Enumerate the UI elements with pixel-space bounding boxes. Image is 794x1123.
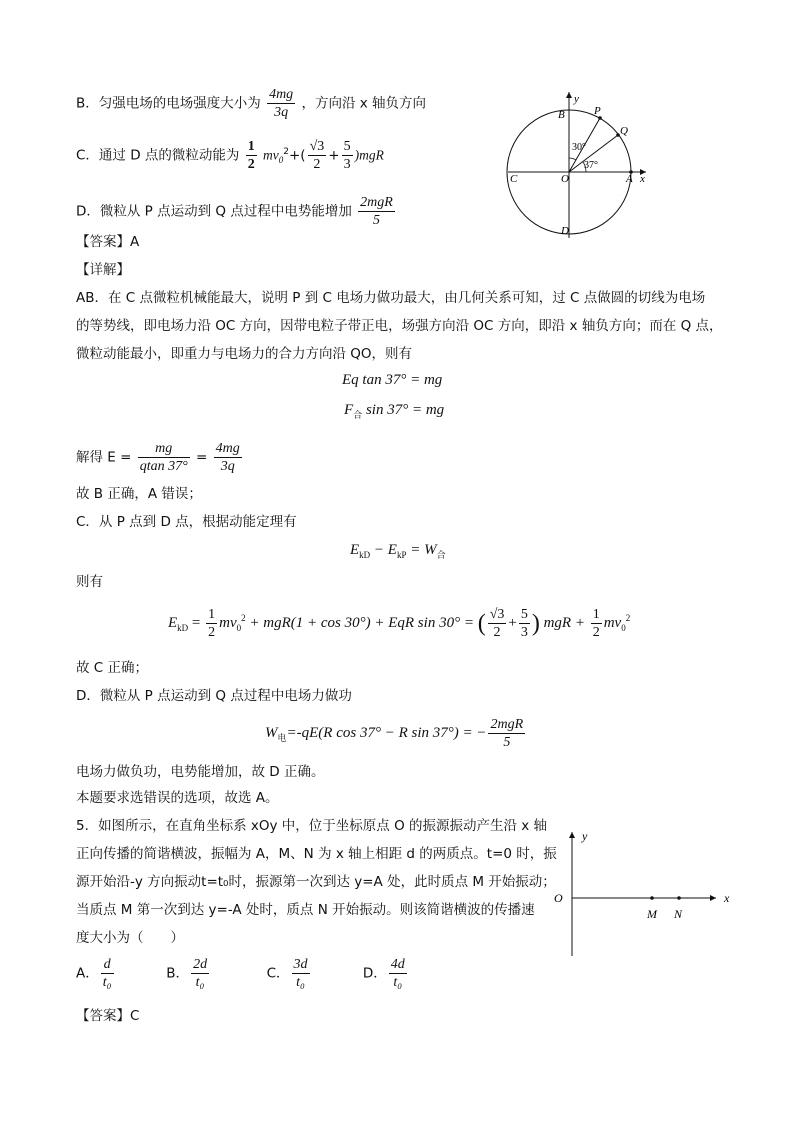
five-thirds-fraction [342, 138, 353, 173]
equals-sign: = [196, 449, 208, 466]
n-label: N [674, 907, 683, 921]
option-b-label: B．匀强电场的电场强度大小为 [76, 95, 261, 112]
frac-den: t₀ [393, 975, 403, 990]
frac-num: mg [138, 440, 190, 458]
frac-num: 4d [390, 957, 405, 972]
y-axis-arrow [566, 92, 572, 98]
frac-num: 2mgR [490, 717, 524, 732]
sup-two: 2 [625, 612, 631, 623]
half-frac-2 [591, 606, 602, 641]
equation-5-mid: =-qE(R cos 37° − R sin 37°) = − [286, 724, 487, 741]
ab-line-2: 的等势线，即电场力沿 OC 方向，因带电粒子带正电，场强方向沿 OC 方向，即沿 x 轴负方向；而在 Q 点， [76, 318, 723, 334]
q5-line-4: 当质点 M 第一次到达 y=-A 处时，质点 N 开始振动。则该简谐横波的传播速 [76, 902, 535, 918]
f-subscript: 合 [353, 411, 363, 421]
sup-two: 2 [283, 147, 289, 157]
x-label: x [724, 891, 730, 905]
option-c-tail: )mgR [354, 147, 384, 163]
y-label: y [574, 93, 579, 105]
minus-e: − E [370, 542, 397, 558]
option-b [76, 86, 426, 121]
kd-sub: kD [359, 550, 371, 560]
q5-option-a [76, 956, 162, 991]
o-label: O [554, 891, 563, 905]
wave-figure [548, 826, 748, 960]
mv-term: mv [263, 147, 279, 163]
final-line: 本题要求选错误的选项，故选 A。 [76, 790, 279, 806]
c-line: C．从 P 点到 D 点，根据动能定理有 [76, 514, 297, 530]
x-label: x [640, 173, 645, 185]
detail-header: 【详解】 [76, 262, 130, 278]
sqrt3-fraction [308, 138, 327, 173]
q5-options [76, 956, 443, 991]
equation-5-frac [488, 716, 525, 751]
option-d-fraction [358, 194, 395, 229]
answer-2: 【答案】C [76, 1008, 140, 1024]
equation-2 [344, 400, 444, 426]
angle-30-label: 30° [572, 142, 586, 153]
ab-line-3: 微粒动能最小，即重力与电场力的合力方向沿 QO，则有 [76, 346, 413, 362]
point-n [677, 896, 681, 900]
frac-num: 5 [343, 139, 351, 154]
q5-line-2: 正向传播的简谐横波，振幅为 A，M、N 为 x 轴上相距 d 的两质点。t=0 时，振 [76, 846, 557, 862]
solve-frac-1 [138, 440, 190, 475]
w-sub: 电 [277, 733, 287, 744]
frac-den: 5 [503, 735, 511, 750]
frac-num: 1 [247, 139, 255, 154]
equation-5 [265, 716, 527, 751]
frac-num: d [101, 956, 114, 974]
option-label: C． [266, 965, 290, 982]
equation-1 [342, 370, 442, 390]
circle-figure [500, 88, 660, 248]
option-frac [292, 956, 310, 991]
option-b-tail: ，方向沿 x 轴负方向 [301, 95, 427, 112]
angle-37-label: 37° [584, 160, 598, 171]
point-m [650, 896, 654, 900]
frac-num: 2mgR [360, 195, 393, 210]
a-label: A [626, 173, 633, 185]
ab-line-1: AB．在 C 点微粒机械能最大，说明 P 到 C 电场力做功最大，由几何关系可知，过 C 点做圆的切线为电场 [76, 290, 706, 306]
sub-zero: 0 [621, 622, 626, 633]
frac-num: √3 [309, 139, 325, 154]
c-label: C [510, 173, 518, 185]
frac-den: 3 [343, 157, 351, 172]
f-symbol: F [344, 402, 354, 418]
frac-den: 2 [592, 625, 600, 640]
plus-sign: + [328, 147, 340, 164]
option-label: D． [362, 965, 387, 982]
equation-3 [350, 540, 446, 566]
equals: = [188, 614, 205, 631]
frac-num: 5 [520, 607, 528, 622]
kd-sub: kD [177, 622, 189, 633]
sqrt3-frac [488, 606, 507, 641]
option-b-fraction [267, 86, 295, 121]
kp-sub: kP [396, 550, 407, 560]
q5-option-b [166, 956, 262, 991]
c-correct: 故 C 正确； [76, 660, 149, 676]
option-d [76, 194, 397, 229]
frac-den: t₀ [102, 975, 112, 990]
option-frac [101, 956, 114, 991]
solve-line [76, 440, 244, 475]
frac-den: t₀ [296, 975, 305, 990]
frac-den: 5 [372, 213, 380, 228]
five-thirds-frac [519, 606, 530, 641]
y-label: y [582, 829, 588, 843]
frac-num: √3 [489, 607, 505, 622]
solve-frac-2 [214, 440, 242, 475]
option-label: B． [166, 965, 190, 982]
p-label: P [594, 105, 601, 117]
frac-den: t₀ [195, 975, 205, 990]
q5-line-1: 5．如图所示，在直角坐标系 xOy 中，位于坐标原点 O 的振源振动产生沿 x 轴 [76, 818, 548, 834]
option-frac [389, 956, 407, 991]
x-axis-arrow [710, 895, 716, 901]
frac-num: 4mg [215, 441, 240, 456]
plus-paren: +( [288, 147, 306, 164]
half-fraction [246, 138, 257, 173]
d-line: D．微粒从 P 点运动到 Q 点过程中电场力做功 [76, 688, 352, 704]
frac-den: qtan 37° [139, 459, 188, 474]
half-frac [206, 606, 217, 641]
zeyou: 则有 [76, 574, 103, 590]
frac-num: 3d [293, 957, 308, 972]
mv-term-2: mv [603, 614, 622, 631]
b-label: B [558, 109, 565, 121]
frac-num: 2d [193, 957, 208, 972]
equals-w: = W [406, 542, 437, 558]
frac-num: 4mg [269, 87, 294, 102]
q5-line-5: 度大小为（ ） [76, 930, 184, 946]
frac-num: 1 [592, 607, 600, 622]
d-conclusion: 电场力做负功，电势能增加，故 D 正确。 [76, 764, 325, 780]
b-correct: 故 B 正确，A 错误； [76, 486, 202, 502]
frac-num: 1 [208, 607, 216, 622]
q5-option-c [267, 956, 359, 991]
frac-den: 3q [220, 459, 235, 474]
o-label: O [561, 173, 569, 185]
mv-term: mv [219, 614, 237, 631]
d-label: D [561, 225, 569, 237]
ekd: E [168, 614, 178, 631]
option-label: A． [76, 965, 99, 982]
equation-4: $E_{kD}$ = $\frac{1}{2}$ $mv_0^2 + mgR(1 + \cos 30^\circ)$ + EqR sin 30° = ( $\frac{√3}{2}$ + $\frac{5}{3}$ ) mgR + $\frac{1}{2}$ $mv_0^2$ [168, 607, 631, 640]
q5-line-3: 源开始沿-y 方向振动t=t₀时，振源第一次到达 y=A 处，此时质点 M 开始振动； [76, 874, 556, 890]
w-symbol: W [265, 724, 278, 741]
m-label: M [647, 907, 657, 921]
option-c [76, 138, 384, 173]
he-sub: 合 [436, 551, 446, 561]
frac-den: 3q [274, 105, 289, 120]
ekd-symbol: E [350, 542, 360, 558]
q-label: Q [620, 125, 628, 137]
mgr-plus: mgR + [539, 614, 589, 631]
frac-den: 2 [313, 157, 321, 172]
solve-label: 解得 E = [76, 449, 132, 466]
middle-terms: + mgR(1 + cos 30°) + EqR sin 30° = [245, 614, 478, 631]
answer-1: 【答案】A [76, 234, 140, 250]
equation-2-rest: sin 37° = mg [362, 402, 445, 418]
q5-option-d [363, 956, 443, 991]
angle-arc-1 [569, 158, 576, 160]
y-axis-arrow [569, 832, 575, 838]
equation-1-text: Eq tan 37° = mg [342, 372, 443, 388]
frac-den: 2 [493, 625, 501, 640]
option-frac [191, 956, 209, 991]
option-d-label: D．微粒从 P 点运动到 Q 点过程中电势能增加 [76, 203, 352, 220]
frac-den: 2 [208, 625, 216, 640]
option-c-label: C．通过 D 点的微粒动能为 [76, 147, 240, 164]
sup-two: 2 [241, 612, 246, 623]
sub-zero: 0 [236, 622, 242, 633]
frac-den: 2 [247, 157, 255, 172]
sub-zero: 0 [278, 155, 284, 166]
frac-den: 3 [520, 625, 528, 640]
